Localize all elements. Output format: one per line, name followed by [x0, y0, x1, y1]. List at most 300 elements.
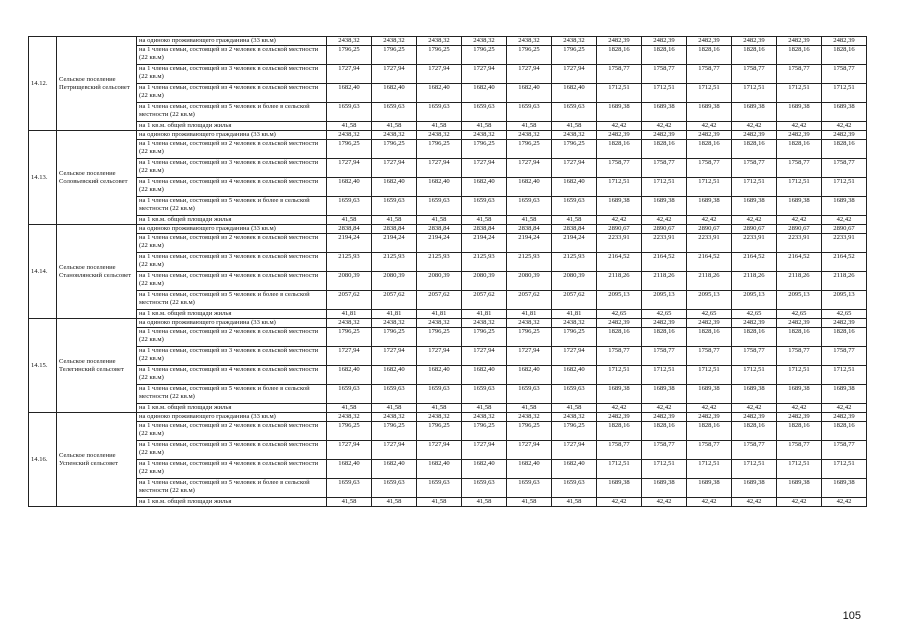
table-row — [29, 310, 867, 319]
value-cell: 1712,51 — [597, 84, 642, 103]
value-cell: 2125,93 — [462, 253, 507, 272]
value-cell: 41,58 — [372, 122, 417, 131]
value-cell: 1828,16 — [822, 140, 867, 159]
value-cell: 1689,38 — [597, 479, 642, 498]
value-cell: 2838,84 — [372, 225, 417, 234]
value-cell: 1758,77 — [822, 441, 867, 460]
value-cell: 1689,38 — [732, 197, 777, 216]
value-cell: 42,42 — [822, 498, 867, 507]
table-row — [29, 498, 867, 507]
value-cell: 42,42 — [822, 122, 867, 131]
value-cell: 1659,63 — [417, 385, 462, 404]
value-cell: 1689,38 — [822, 103, 867, 122]
value-cell: 1796,25 — [372, 46, 417, 65]
value-cell: 1659,63 — [327, 103, 372, 122]
row-label: на 1 члена семьи, состоящей из 2 человек в сельской местности (22 кв.м) — [137, 46, 327, 65]
value-cell: 41,58 — [327, 122, 372, 131]
settlement-name: Сельское поселение Петрищевский сельсовет — [57, 37, 137, 131]
value-cell: 2233,91 — [687, 234, 732, 253]
value-cell: 42,65 — [777, 310, 822, 319]
value-cell: 2118,26 — [687, 272, 732, 291]
value-cell: 2438,32 — [417, 319, 462, 328]
value-cell: 1758,77 — [732, 441, 777, 460]
row-label: на одиноко проживающего гражданина (33 кв.м) — [137, 225, 327, 234]
row-label: на одиноко проживающего гражданина (33 кв.м) — [137, 413, 327, 422]
value-cell: 2057,62 — [417, 291, 462, 310]
value-cell: 1796,25 — [327, 46, 372, 65]
table-row — [29, 103, 867, 122]
value-cell: 1758,77 — [597, 441, 642, 460]
value-cell: 1689,38 — [822, 197, 867, 216]
row-label: на 1 члена семьи, состоящей из 4 человек в сельской местности (22 кв.м) — [137, 84, 327, 103]
table-row — [29, 291, 867, 310]
value-cell: 1659,63 — [507, 197, 552, 216]
page-number: 105 — [842, 610, 861, 622]
table-body — [29, 37, 867, 507]
row-label: на 1 кв.м. общей площади жилья — [137, 216, 327, 225]
row-label: на 1 члена семьи, состоящей из 4 человек в сельской местности (22 кв.м) — [137, 460, 327, 479]
value-cell: 1727,94 — [417, 347, 462, 366]
value-cell: 2125,93 — [507, 253, 552, 272]
value-cell: 1689,38 — [777, 103, 822, 122]
value-cell: 2438,32 — [327, 131, 372, 140]
value-cell: 1758,77 — [687, 441, 732, 460]
value-cell: 1758,77 — [597, 65, 642, 84]
value-cell: 1796,25 — [462, 328, 507, 347]
value-cell: 42,42 — [777, 216, 822, 225]
value-cell: 42,42 — [687, 404, 732, 413]
value-cell: 1796,25 — [327, 328, 372, 347]
value-cell: 2838,84 — [417, 225, 462, 234]
value-cell: 42,42 — [687, 498, 732, 507]
tariff-table — [28, 36, 867, 507]
row-label: на 1 члена семьи, состоящей из 2 человек в сельской местности (22 кв.м) — [137, 140, 327, 159]
value-cell: 2890,67 — [597, 225, 642, 234]
value-cell: 1712,51 — [687, 178, 732, 197]
value-cell: 1796,25 — [462, 422, 507, 441]
value-cell: 1758,77 — [822, 159, 867, 178]
value-cell: 1712,51 — [732, 178, 777, 197]
value-cell: 1659,63 — [327, 479, 372, 498]
row-label: на 1 члена семьи, состоящей из 2 человек в сельской местности (22 кв.м) — [137, 234, 327, 253]
value-cell: 1712,51 — [687, 460, 732, 479]
row-label: на 1 члена семьи, состоящей из 5 человек и более в сельской местности (22 кв.м) — [137, 385, 327, 404]
value-cell: 2438,32 — [462, 37, 507, 46]
value-cell: 1682,40 — [417, 460, 462, 479]
value-cell: 2438,32 — [462, 131, 507, 140]
value-cell: 2438,32 — [507, 131, 552, 140]
row-label: на одиноко проживающего гражданина (33 кв.м) — [137, 319, 327, 328]
value-cell: 1828,16 — [687, 328, 732, 347]
value-cell: 41,58 — [552, 404, 597, 413]
value-cell: 1727,94 — [507, 65, 552, 84]
value-cell: 1689,38 — [822, 385, 867, 404]
value-cell: 41,58 — [507, 498, 552, 507]
value-cell: 2438,32 — [462, 319, 507, 328]
value-cell: 2482,39 — [732, 319, 777, 328]
row-label: на 1 кв.м. общей площади жилья — [137, 498, 327, 507]
value-cell: 41,58 — [417, 216, 462, 225]
value-cell: 1727,94 — [462, 65, 507, 84]
row-label: на 1 члена семьи, состоящей из 3 человек в сельской местности (22 кв.м) — [137, 441, 327, 460]
value-cell: 1712,51 — [687, 366, 732, 385]
value-cell: 42,42 — [777, 404, 822, 413]
value-cell: 1682,40 — [327, 178, 372, 197]
value-cell: 1796,25 — [552, 140, 597, 159]
value-cell: 1659,63 — [372, 479, 417, 498]
value-cell: 1828,16 — [732, 422, 777, 441]
value-cell: 1712,51 — [822, 178, 867, 197]
row-label: на 1 члена семьи, состоящей из 3 человек в сельской местности (22 кв.м) — [137, 65, 327, 84]
value-cell: 41,58 — [552, 122, 597, 131]
value-cell: 1796,25 — [417, 328, 462, 347]
value-cell: 2118,26 — [777, 272, 822, 291]
value-cell: 2838,84 — [462, 225, 507, 234]
value-cell: 42,42 — [777, 122, 822, 131]
value-cell: 42,42 — [732, 404, 777, 413]
value-cell: 2482,39 — [687, 37, 732, 46]
value-cell: 2482,39 — [642, 131, 687, 140]
row-label: на 1 члена семьи, состоящей из 3 человек в сельской местности (22 кв.м) — [137, 347, 327, 366]
value-cell: 1758,77 — [642, 65, 687, 84]
value-cell: 2482,39 — [777, 131, 822, 140]
value-cell: 1828,16 — [732, 46, 777, 65]
value-cell: 1659,63 — [462, 385, 507, 404]
value-cell: 2438,32 — [372, 413, 417, 422]
value-cell: 1712,51 — [732, 84, 777, 103]
value-cell: 1712,51 — [642, 178, 687, 197]
value-cell: 2438,32 — [552, 319, 597, 328]
row-label: на 1 кв.м. общей площади жилья — [137, 310, 327, 319]
value-cell: 2482,39 — [732, 413, 777, 422]
value-cell: 1828,16 — [822, 46, 867, 65]
table-row — [29, 140, 867, 159]
value-cell: 1727,94 — [417, 159, 462, 178]
value-cell: 1828,16 — [822, 422, 867, 441]
row-label: на 1 члена семьи, состоящей из 5 человек и более в сельской местности (22 кв.м) — [137, 479, 327, 498]
value-cell: 1828,16 — [642, 422, 687, 441]
value-cell: 2482,39 — [597, 319, 642, 328]
table-row — [29, 272, 867, 291]
value-cell: 1659,63 — [372, 103, 417, 122]
value-cell: 1659,63 — [462, 197, 507, 216]
value-cell: 2438,32 — [327, 37, 372, 46]
value-cell: 1689,38 — [687, 385, 732, 404]
value-cell: 1712,51 — [597, 178, 642, 197]
value-cell: 41,58 — [507, 122, 552, 131]
value-cell: 41,58 — [417, 498, 462, 507]
value-cell: 41,81 — [417, 310, 462, 319]
value-cell: 2125,93 — [552, 253, 597, 272]
value-cell: 41,58 — [552, 498, 597, 507]
value-cell: 41,58 — [327, 498, 372, 507]
value-cell: 42,42 — [822, 216, 867, 225]
value-cell: 2125,93 — [372, 253, 417, 272]
value-cell: 41,81 — [507, 310, 552, 319]
table-row — [29, 319, 867, 328]
value-cell: 1727,94 — [507, 159, 552, 178]
row-label: на 1 кв.м. общей площади жилья — [137, 404, 327, 413]
value-cell: 1828,16 — [732, 140, 777, 159]
value-cell: 2118,26 — [822, 272, 867, 291]
table-row — [29, 225, 867, 234]
value-cell: 1828,16 — [642, 46, 687, 65]
value-cell: 2438,32 — [372, 131, 417, 140]
value-cell: 1682,40 — [372, 178, 417, 197]
value-cell: 41,58 — [507, 404, 552, 413]
value-cell: 2482,39 — [687, 413, 732, 422]
value-cell: 1758,77 — [597, 347, 642, 366]
value-cell: 42,42 — [597, 122, 642, 131]
value-cell: 2164,52 — [777, 253, 822, 272]
value-cell: 2482,39 — [732, 37, 777, 46]
value-cell: 2194,24 — [552, 234, 597, 253]
value-cell: 2482,39 — [822, 131, 867, 140]
value-cell: 1727,94 — [552, 65, 597, 84]
value-cell: 1689,38 — [642, 103, 687, 122]
value-cell: 2438,32 — [417, 131, 462, 140]
settlement-name: Сельское поселение Соловьевский сельсовет — [57, 131, 137, 225]
row-label: на 1 члена семьи, состоящей из 5 человек и более в сельской местности (22 кв.м) — [137, 291, 327, 310]
group-code: 14.12. — [29, 37, 57, 131]
row-label: на 1 члена семьи, состоящей из 4 человек в сельской местности (22 кв.м) — [137, 272, 327, 291]
value-cell: 1727,94 — [327, 347, 372, 366]
value-cell: 41,58 — [552, 216, 597, 225]
group-code: 14.15. — [29, 319, 57, 413]
value-cell: 1796,25 — [507, 422, 552, 441]
value-cell: 2438,32 — [372, 37, 417, 46]
value-cell: 1727,94 — [372, 347, 417, 366]
value-cell: 1659,63 — [417, 197, 462, 216]
value-cell: 1758,77 — [687, 65, 732, 84]
value-cell: 1689,38 — [777, 385, 822, 404]
value-cell: 1727,94 — [462, 159, 507, 178]
value-cell: 1659,63 — [327, 385, 372, 404]
value-cell: 1712,51 — [777, 460, 822, 479]
value-cell: 41,58 — [462, 498, 507, 507]
value-cell: 1659,63 — [462, 479, 507, 498]
value-cell: 2125,93 — [417, 253, 462, 272]
table-row — [29, 413, 867, 422]
value-cell: 1796,25 — [417, 46, 462, 65]
value-cell: 1712,51 — [642, 84, 687, 103]
value-cell: 42,42 — [687, 216, 732, 225]
value-cell: 2838,84 — [507, 225, 552, 234]
value-cell: 1828,16 — [597, 328, 642, 347]
value-cell: 1727,94 — [372, 65, 417, 84]
settlement-name: Сельское поселение Телегинский сельсовет — [57, 319, 137, 413]
value-cell: 1682,40 — [327, 460, 372, 479]
value-cell: 2482,39 — [822, 37, 867, 46]
value-cell: 1712,51 — [777, 366, 822, 385]
value-cell: 1712,51 — [732, 460, 777, 479]
value-cell: 1689,38 — [687, 479, 732, 498]
value-cell: 42,42 — [822, 404, 867, 413]
value-cell: 1659,63 — [552, 385, 597, 404]
value-cell: 1796,25 — [552, 328, 597, 347]
value-cell: 1758,77 — [642, 441, 687, 460]
value-cell: 2482,39 — [597, 37, 642, 46]
value-cell: 1758,77 — [732, 159, 777, 178]
value-cell: 1758,77 — [642, 159, 687, 178]
value-cell: 1727,94 — [417, 441, 462, 460]
value-cell: 1796,25 — [552, 422, 597, 441]
table-row — [29, 328, 867, 347]
value-cell: 2057,62 — [552, 291, 597, 310]
table-row — [29, 122, 867, 131]
row-label: на 1 кв.м. общей площади жилья — [137, 122, 327, 131]
value-cell: 1682,40 — [417, 84, 462, 103]
value-cell: 2164,52 — [822, 253, 867, 272]
value-cell: 2095,13 — [597, 291, 642, 310]
value-cell: 1659,63 — [372, 385, 417, 404]
value-cell: 1659,63 — [507, 479, 552, 498]
value-cell: 1796,25 — [552, 46, 597, 65]
table-row — [29, 347, 867, 366]
value-cell: 1828,16 — [642, 328, 687, 347]
settlement-name: Сельское поселение Становлянский сельсовет — [57, 225, 137, 319]
value-cell: 2125,93 — [327, 253, 372, 272]
value-cell: 2057,62 — [507, 291, 552, 310]
value-cell: 2233,91 — [822, 234, 867, 253]
value-cell: 1682,40 — [552, 460, 597, 479]
value-cell: 1659,63 — [327, 197, 372, 216]
value-cell: 42,65 — [822, 310, 867, 319]
table-row — [29, 234, 867, 253]
value-cell: 2438,32 — [552, 413, 597, 422]
value-cell: 1828,16 — [777, 46, 822, 65]
row-label: на 1 члена семьи, состоящей из 2 человек в сельской местности (22 кв.м) — [137, 328, 327, 347]
value-cell: 2438,32 — [552, 37, 597, 46]
value-cell: 1758,77 — [777, 65, 822, 84]
value-cell: 2482,39 — [642, 319, 687, 328]
value-cell: 2118,26 — [597, 272, 642, 291]
table-row — [29, 422, 867, 441]
value-cell: 2482,39 — [732, 131, 777, 140]
value-cell: 2080,39 — [417, 272, 462, 291]
value-cell: 1689,38 — [642, 479, 687, 498]
value-cell: 1689,38 — [822, 479, 867, 498]
value-cell: 41,58 — [372, 404, 417, 413]
value-cell: 1659,63 — [372, 197, 417, 216]
table-row — [29, 253, 867, 272]
value-cell: 2080,39 — [327, 272, 372, 291]
value-cell: 42,42 — [597, 216, 642, 225]
value-cell: 1682,40 — [372, 460, 417, 479]
value-cell: 1796,25 — [327, 422, 372, 441]
value-cell: 2194,24 — [462, 234, 507, 253]
value-cell: 1796,25 — [462, 46, 507, 65]
value-cell: 1796,25 — [372, 328, 417, 347]
value-cell: 1727,94 — [552, 159, 597, 178]
value-cell: 1712,51 — [822, 460, 867, 479]
value-cell: 2438,32 — [507, 319, 552, 328]
value-cell: 1727,94 — [327, 441, 372, 460]
value-cell: 2438,32 — [507, 37, 552, 46]
table-row — [29, 366, 867, 385]
value-cell: 1727,94 — [372, 441, 417, 460]
value-cell: 42,42 — [642, 216, 687, 225]
value-cell: 2194,24 — [507, 234, 552, 253]
value-cell: 1828,16 — [732, 328, 777, 347]
value-cell: 42,42 — [732, 498, 777, 507]
value-cell: 2438,32 — [552, 131, 597, 140]
value-cell: 1689,38 — [597, 103, 642, 122]
value-cell: 1796,25 — [507, 140, 552, 159]
value-cell: 2095,13 — [642, 291, 687, 310]
value-cell: 1682,40 — [462, 84, 507, 103]
value-cell: 2482,39 — [777, 319, 822, 328]
value-cell: 1796,25 — [417, 422, 462, 441]
value-cell: 1689,38 — [642, 385, 687, 404]
value-cell: 1758,77 — [777, 441, 822, 460]
value-cell: 1682,40 — [462, 366, 507, 385]
value-cell: 1712,51 — [597, 460, 642, 479]
value-cell: 2057,62 — [327, 291, 372, 310]
group-code: 14.14. — [29, 225, 57, 319]
value-cell: 41,58 — [462, 216, 507, 225]
value-cell: 41,81 — [462, 310, 507, 319]
value-cell: 42,42 — [732, 122, 777, 131]
value-cell: 2164,52 — [642, 253, 687, 272]
value-cell: 2057,62 — [462, 291, 507, 310]
value-cell: 2233,91 — [597, 234, 642, 253]
value-cell: 1727,94 — [417, 65, 462, 84]
value-cell: 2233,91 — [777, 234, 822, 253]
value-cell: 1712,51 — [732, 366, 777, 385]
settlement-name: Сельское поселение Успенский сельсовет — [57, 413, 137, 507]
value-cell: 1682,40 — [552, 366, 597, 385]
table-row — [29, 197, 867, 216]
value-cell: 1758,77 — [822, 347, 867, 366]
value-cell: 1659,63 — [417, 103, 462, 122]
value-cell: 1758,77 — [597, 159, 642, 178]
row-label: на 1 члена семьи, состоящей из 4 человек в сельской местности (22 кв.м) — [137, 366, 327, 385]
value-cell: 2080,39 — [462, 272, 507, 291]
value-cell: 2438,32 — [417, 413, 462, 422]
table-row — [29, 37, 867, 46]
value-cell: 1727,94 — [372, 159, 417, 178]
value-cell: 1828,16 — [642, 140, 687, 159]
value-cell: 2482,39 — [597, 131, 642, 140]
table-row — [29, 46, 867, 65]
value-cell: 2438,32 — [327, 413, 372, 422]
value-cell: 2438,32 — [507, 413, 552, 422]
group-code: 14.16. — [29, 413, 57, 507]
value-cell: 41,81 — [372, 310, 417, 319]
value-cell: 1659,63 — [552, 103, 597, 122]
value-cell: 2838,84 — [327, 225, 372, 234]
value-cell: 1796,25 — [462, 140, 507, 159]
table-row — [29, 216, 867, 225]
value-cell: 1682,40 — [372, 366, 417, 385]
table-row — [29, 479, 867, 498]
value-cell: 2118,26 — [642, 272, 687, 291]
table-row — [29, 178, 867, 197]
value-cell: 41,58 — [327, 216, 372, 225]
value-cell: 2890,67 — [822, 225, 867, 234]
value-cell: 2482,39 — [642, 413, 687, 422]
value-cell: 1682,40 — [507, 460, 552, 479]
value-cell: 42,42 — [642, 122, 687, 131]
value-cell: 1682,40 — [507, 366, 552, 385]
value-cell: 1727,94 — [552, 347, 597, 366]
value-cell: 1712,51 — [642, 460, 687, 479]
value-cell: 1758,77 — [687, 159, 732, 178]
value-cell: 1796,25 — [507, 46, 552, 65]
value-cell: 1828,16 — [687, 140, 732, 159]
value-cell: 2482,39 — [687, 131, 732, 140]
